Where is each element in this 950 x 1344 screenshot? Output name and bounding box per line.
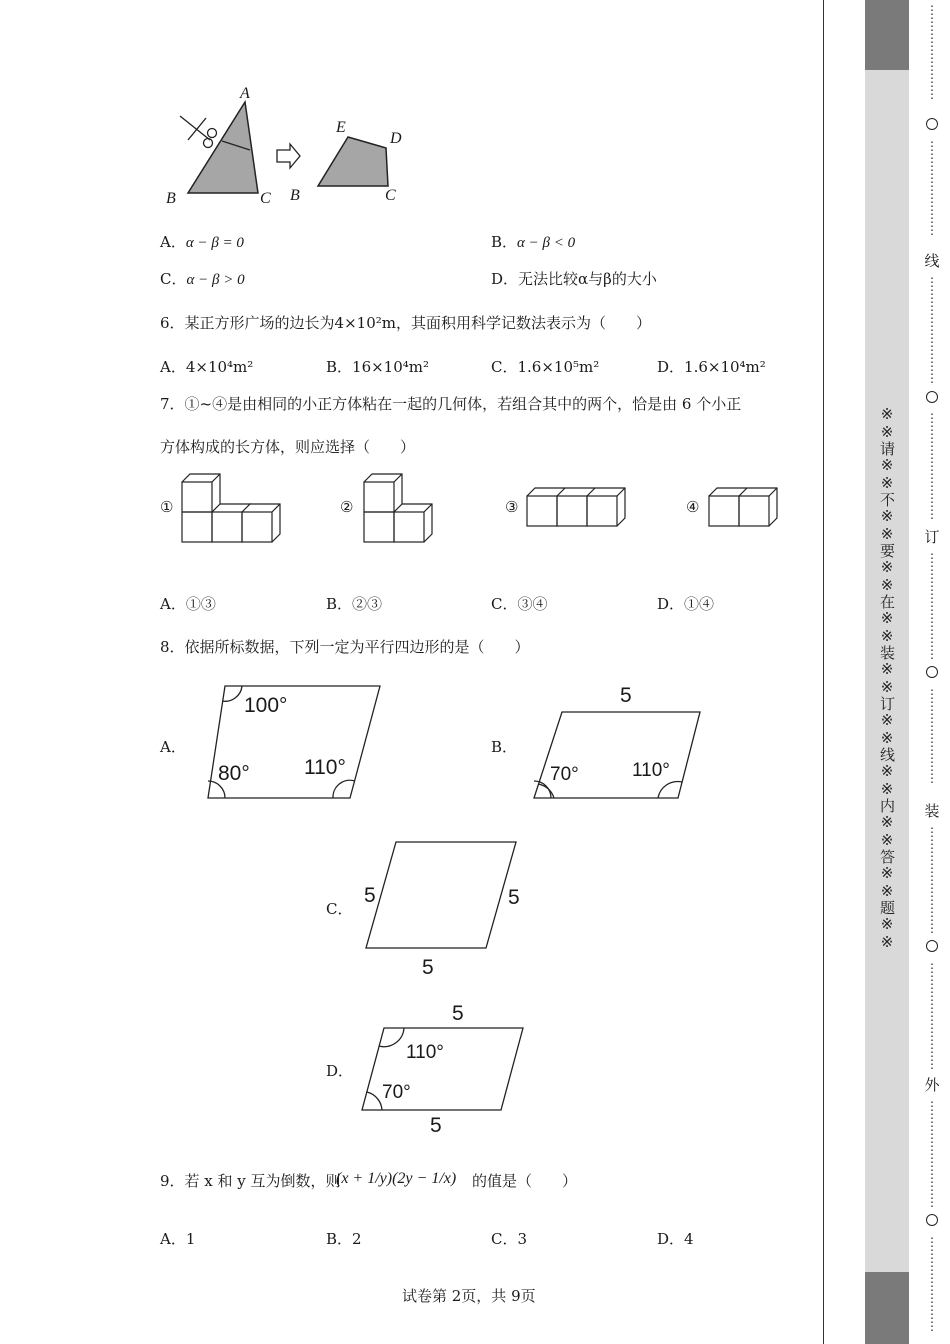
option-text: α − β > 0 [186,272,245,288]
cube-shape-3 [523,482,631,532]
shape-label-4: ④ [686,498,700,516]
option-letter: C． [491,595,518,613]
quadrilateral-ebcd [318,137,388,186]
binding-char: 订 [924,528,940,546]
option-text: 3 [517,1230,528,1248]
binding-strip-top [865,0,909,70]
option-text: 1 [185,1230,196,1248]
ring-icon [926,391,938,403]
q5-option-b[interactable] [491,231,575,252]
cube-shape-2 [360,470,435,548]
dots: ⋮ ⋮ ⋮ ⋮ ⋮ ⋮ ⋮ ⋮ [926,687,938,785]
shape-label-2: ② [340,498,354,516]
q6-option-a[interactable] [160,356,253,377]
q9-expression: (x + 1/y)(2y − 1/x) [336,1170,457,1187]
q8-option-b-letter[interactable]: B． [491,738,518,756]
q6-option-c[interactable] [491,356,599,377]
ring-icon [926,940,938,952]
dots: ⋮ ⋮ ⋮ ⋮ ⋮ ⋮ ⋮ ⋮ [926,139,938,237]
q7-option-b[interactable] [326,593,382,614]
q8-figure-b [530,708,705,805]
q8-option-c-letter[interactable]: C． [326,900,353,918]
option-letter: B． [326,358,353,376]
dots: ⋮ ⋮ ⋮ ⋮ ⋮ ⋮ ⋮ ⋮ ⋮ [926,825,938,935]
label-a: A [240,85,250,102]
ring-icon [926,666,938,678]
q8-figure-a [200,680,390,805]
binding-char: 线 [924,252,940,270]
option-text: 4 [684,1230,694,1248]
binding-strip-bottom [865,1272,909,1344]
q6-option-b[interactable] [326,356,429,377]
ring-icon [926,118,938,130]
option-letter: A． [160,595,186,613]
shape-label-3: ③ [505,498,519,516]
option-letter: D． [657,358,685,376]
q5-option-d[interactable] [491,268,657,289]
angle-label: 110° [632,760,670,781]
cube-shape-4 [705,482,783,532]
dots: ⋮ ⋮ ⋮ ⋮ ⋮ ⋮ ⋮ ⋮ ⋮ [926,275,938,385]
q9-stem-suffix: 的值是（ ） [472,1172,578,1190]
scissors-icon [180,116,217,148]
side-label: 5 [430,1114,442,1137]
dots: ⋮ ⋮ ⋮ ⋮ ⋮ ⋮ ⋮ ⋮ [926,3,938,101]
q6-stem: 6．某正方形广场的边长为4×10²m，其面积用科学记数法表示为（ ） [160,314,651,332]
option-letter: C． [491,1230,518,1248]
page-footer: 试卷第 2页，共 9页 [402,1287,536,1305]
q8-stem: 8．依据所标数据，下列一定为平行四边形的是（ ） [160,638,530,656]
q9-option-d[interactable] [657,1228,694,1249]
option-letter: D． [491,270,519,288]
label-b2: B [290,187,300,204]
cube-shape-1 [178,470,283,548]
q7-option-a[interactable] [160,593,216,614]
binding-char: 装 [924,802,940,820]
option-text: ③④ [517,595,548,613]
side-label: 5 [422,956,434,979]
triangle-abc [188,102,258,193]
label-b: B [166,190,176,207]
angle-label: 70° [550,764,579,785]
side-label: 5 [620,684,632,707]
angle-label: 110° [304,756,346,779]
side-label: 5 [508,886,520,909]
option-letter: C． [160,270,187,288]
angle-label: 100° [244,694,288,717]
q9-stem-prefix: 9．若 x 和 y 互为倒数，则 [160,1172,341,1190]
option-letter: A． [160,358,186,376]
label-c2: C [385,187,396,204]
q7-option-d[interactable] [657,593,714,614]
dots: ⋮ ⋮ ⋮ ⋮ ⋮ ⋮ ⋮ ⋮ ⋮ [926,411,938,521]
binding-char: 外 [924,1076,940,1094]
option-text: 1.6×10⁵m² [517,358,600,376]
q9-option-c[interactable] [491,1228,527,1249]
q7-stem-line1: 7．①~④是由相同的小正方体粘在一起的几何体，若组合其中的两个，恰是由 6 个小正 [160,395,742,413]
option-text: α − β < 0 [517,235,576,251]
binding-border [823,0,824,1344]
q5-option-c[interactable] [160,268,245,289]
option-text: ①④ [684,595,715,613]
dots: ⋮ ⋮ ⋮ ⋮ ⋮ ⋮ ⋮ ⋮ [926,1235,938,1333]
side-label: 5 [452,1002,464,1025]
option-letter: B． [326,1230,353,1248]
side-label: 5 [364,884,376,907]
q9-option-b[interactable] [326,1228,362,1249]
option-letter: D． [657,595,685,613]
option-letter: A． [160,1230,186,1248]
ring-icon [926,1214,938,1226]
option-text: 无法比较α与β的大小 [518,270,657,288]
option-text: α − β = 0 [185,235,244,251]
right-arrow-icon [277,144,300,168]
dots: ⋮ ⋮ ⋮ ⋮ ⋮ ⋮ ⋮ ⋮ ⋮ [926,1099,938,1209]
option-text: 4×10⁴m² [185,358,254,376]
q7-stem-line2: 方体构成的长方体，则应选择（ ） [160,438,416,456]
option-text: 2 [352,1230,362,1248]
dots: ⋮ ⋮ ⋮ ⋮ ⋮ ⋮ ⋮ ⋮ ⋮ [926,961,938,1071]
dots: ⋮ ⋮ ⋮ ⋮ ⋮ ⋮ ⋮ ⋮ ⋮ [926,551,938,661]
option-text: ①③ [185,595,216,613]
option-letter: C． [491,358,518,376]
option-text: 1.6×10⁴m² [684,358,766,376]
angle-label: 110° [406,1042,444,1063]
option-letter: D． [657,1230,685,1248]
q6-option-d[interactable] [657,356,766,377]
option-letter: A． [160,233,186,251]
option-text: ②③ [352,595,383,613]
option-text: 16×10⁴m² [352,358,430,376]
angle-label: 80° [218,762,250,785]
angle-label: 70° [382,1082,411,1103]
option-letter: B． [491,233,518,251]
option-letter: B． [326,595,353,613]
q8-option-d-letter[interactable]: D． [326,1062,354,1080]
binding-dotted-line [922,0,942,1344]
q8-option-a-letter[interactable]: A． [160,738,186,756]
q7-option-c[interactable] [491,593,548,614]
label-e: E [336,119,346,136]
q5-option-a[interactable] [160,231,244,252]
label-c: C [260,190,271,207]
q9-option-a[interactable] [160,1228,195,1249]
q8-figure-c [362,838,522,954]
label-d: D [390,130,402,147]
shape-label-1: ① [160,498,174,516]
binding-warning: ※※请※※不※※要※※在※※装※※订※※线※※内※※答※※题※※ [878,405,896,951]
